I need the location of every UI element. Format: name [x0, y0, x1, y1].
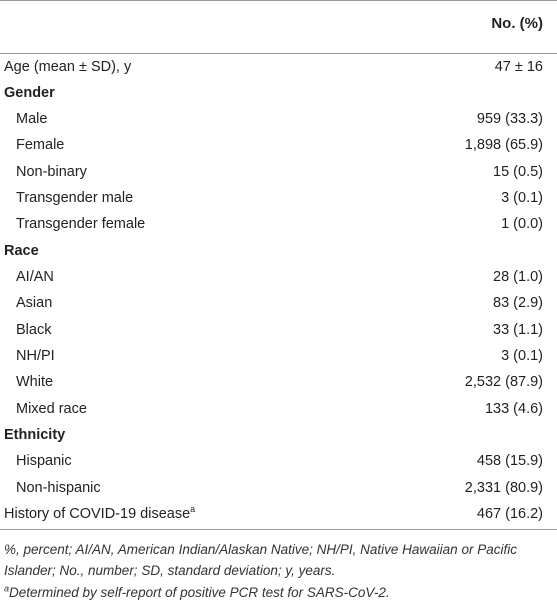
- row-label: Transgender female: [16, 216, 146, 232]
- row-label: Hispanic: [16, 453, 72, 469]
- row-value: 47 ± 16: [494, 59, 543, 75]
- row-value: 83 (2.9): [493, 295, 543, 311]
- table-row: [0, 290, 557, 316]
- section-row-gender: [0, 80, 557, 106]
- table-row: [0, 106, 557, 132]
- section-row-race: [0, 238, 557, 264]
- section-label: Race: [4, 243, 39, 259]
- table-row: [0, 317, 557, 343]
- footnote-a-text: Determined by self-report of positive PCR test for SARS-CoV-2.: [9, 585, 390, 600]
- section-label: Ethnicity: [4, 427, 66, 443]
- row-value: 1 (0.0): [501, 216, 543, 232]
- table-row: [0, 185, 557, 211]
- table-row: [0, 396, 557, 422]
- row-label: Transgender male: [16, 190, 134, 206]
- row-label: [4, 501, 195, 527]
- row-label: NH/PI: [16, 348, 55, 364]
- table-row: [0, 343, 557, 369]
- table-row: [0, 369, 557, 395]
- footnote-a-marker: a: [4, 583, 10, 594]
- row-label: Mixed race: [16, 401, 87, 417]
- footnote-marker: a: [190, 504, 196, 515]
- table-row: [0, 264, 557, 290]
- row-label: Age (mean ± SD), y: [4, 59, 132, 75]
- row-label: Asian: [16, 295, 53, 311]
- section-row-ethnicity: [0, 422, 557, 448]
- table-row: [0, 132, 557, 158]
- table-row: [0, 501, 557, 527]
- row-value: 2,331 (80.9): [464, 480, 543, 496]
- footnote-a: [4, 582, 549, 603]
- row-label: AI/AN: [16, 269, 54, 285]
- table-row: [0, 159, 557, 185]
- row-value: 959 (33.3): [476, 111, 543, 127]
- column-header-count-percent: No. (%): [491, 15, 543, 32]
- row-label: Female: [16, 137, 65, 153]
- row-value: 2,532 (87.9): [464, 374, 543, 390]
- table-row: [0, 211, 557, 237]
- table-top-rule: [0, 0, 557, 1]
- row-value: 15 (0.5): [493, 164, 543, 180]
- row-value: 33 (1.1): [493, 322, 543, 338]
- row-value: 467 (16.2): [476, 506, 543, 522]
- row-value: 458 (15.9): [476, 453, 543, 469]
- row-label: Non-binary: [16, 164, 87, 180]
- table-row: [0, 475, 557, 501]
- row-value: 1,898 (65.9): [464, 137, 543, 153]
- row-label-text: History of COVID-19 disease: [4, 506, 191, 522]
- row-label: White: [16, 374, 54, 390]
- table-row: [0, 448, 557, 474]
- row-value: 3 (0.1): [501, 348, 543, 364]
- table-row: [0, 54, 557, 80]
- row-value: 3 (0.1): [501, 190, 543, 206]
- row-label: Black: [16, 322, 52, 338]
- section-label: Gender: [4, 85, 55, 101]
- abbreviations-footnote: %, percent; AI/AN, American Indian/Alaskan Native; NH/PI, Native Hawaiian or Pacific Islander; No., number; SD, standard deviation; y, years.: [4, 542, 517, 578]
- row-label: Non-hispanic: [16, 480, 101, 496]
- row-value: 28 (1.0): [493, 269, 543, 285]
- row-value: 133 (4.6): [484, 401, 543, 417]
- table-footnotes: [4, 539, 549, 603]
- table-bottom-rule: [0, 529, 557, 530]
- row-label: Male: [16, 111, 48, 127]
